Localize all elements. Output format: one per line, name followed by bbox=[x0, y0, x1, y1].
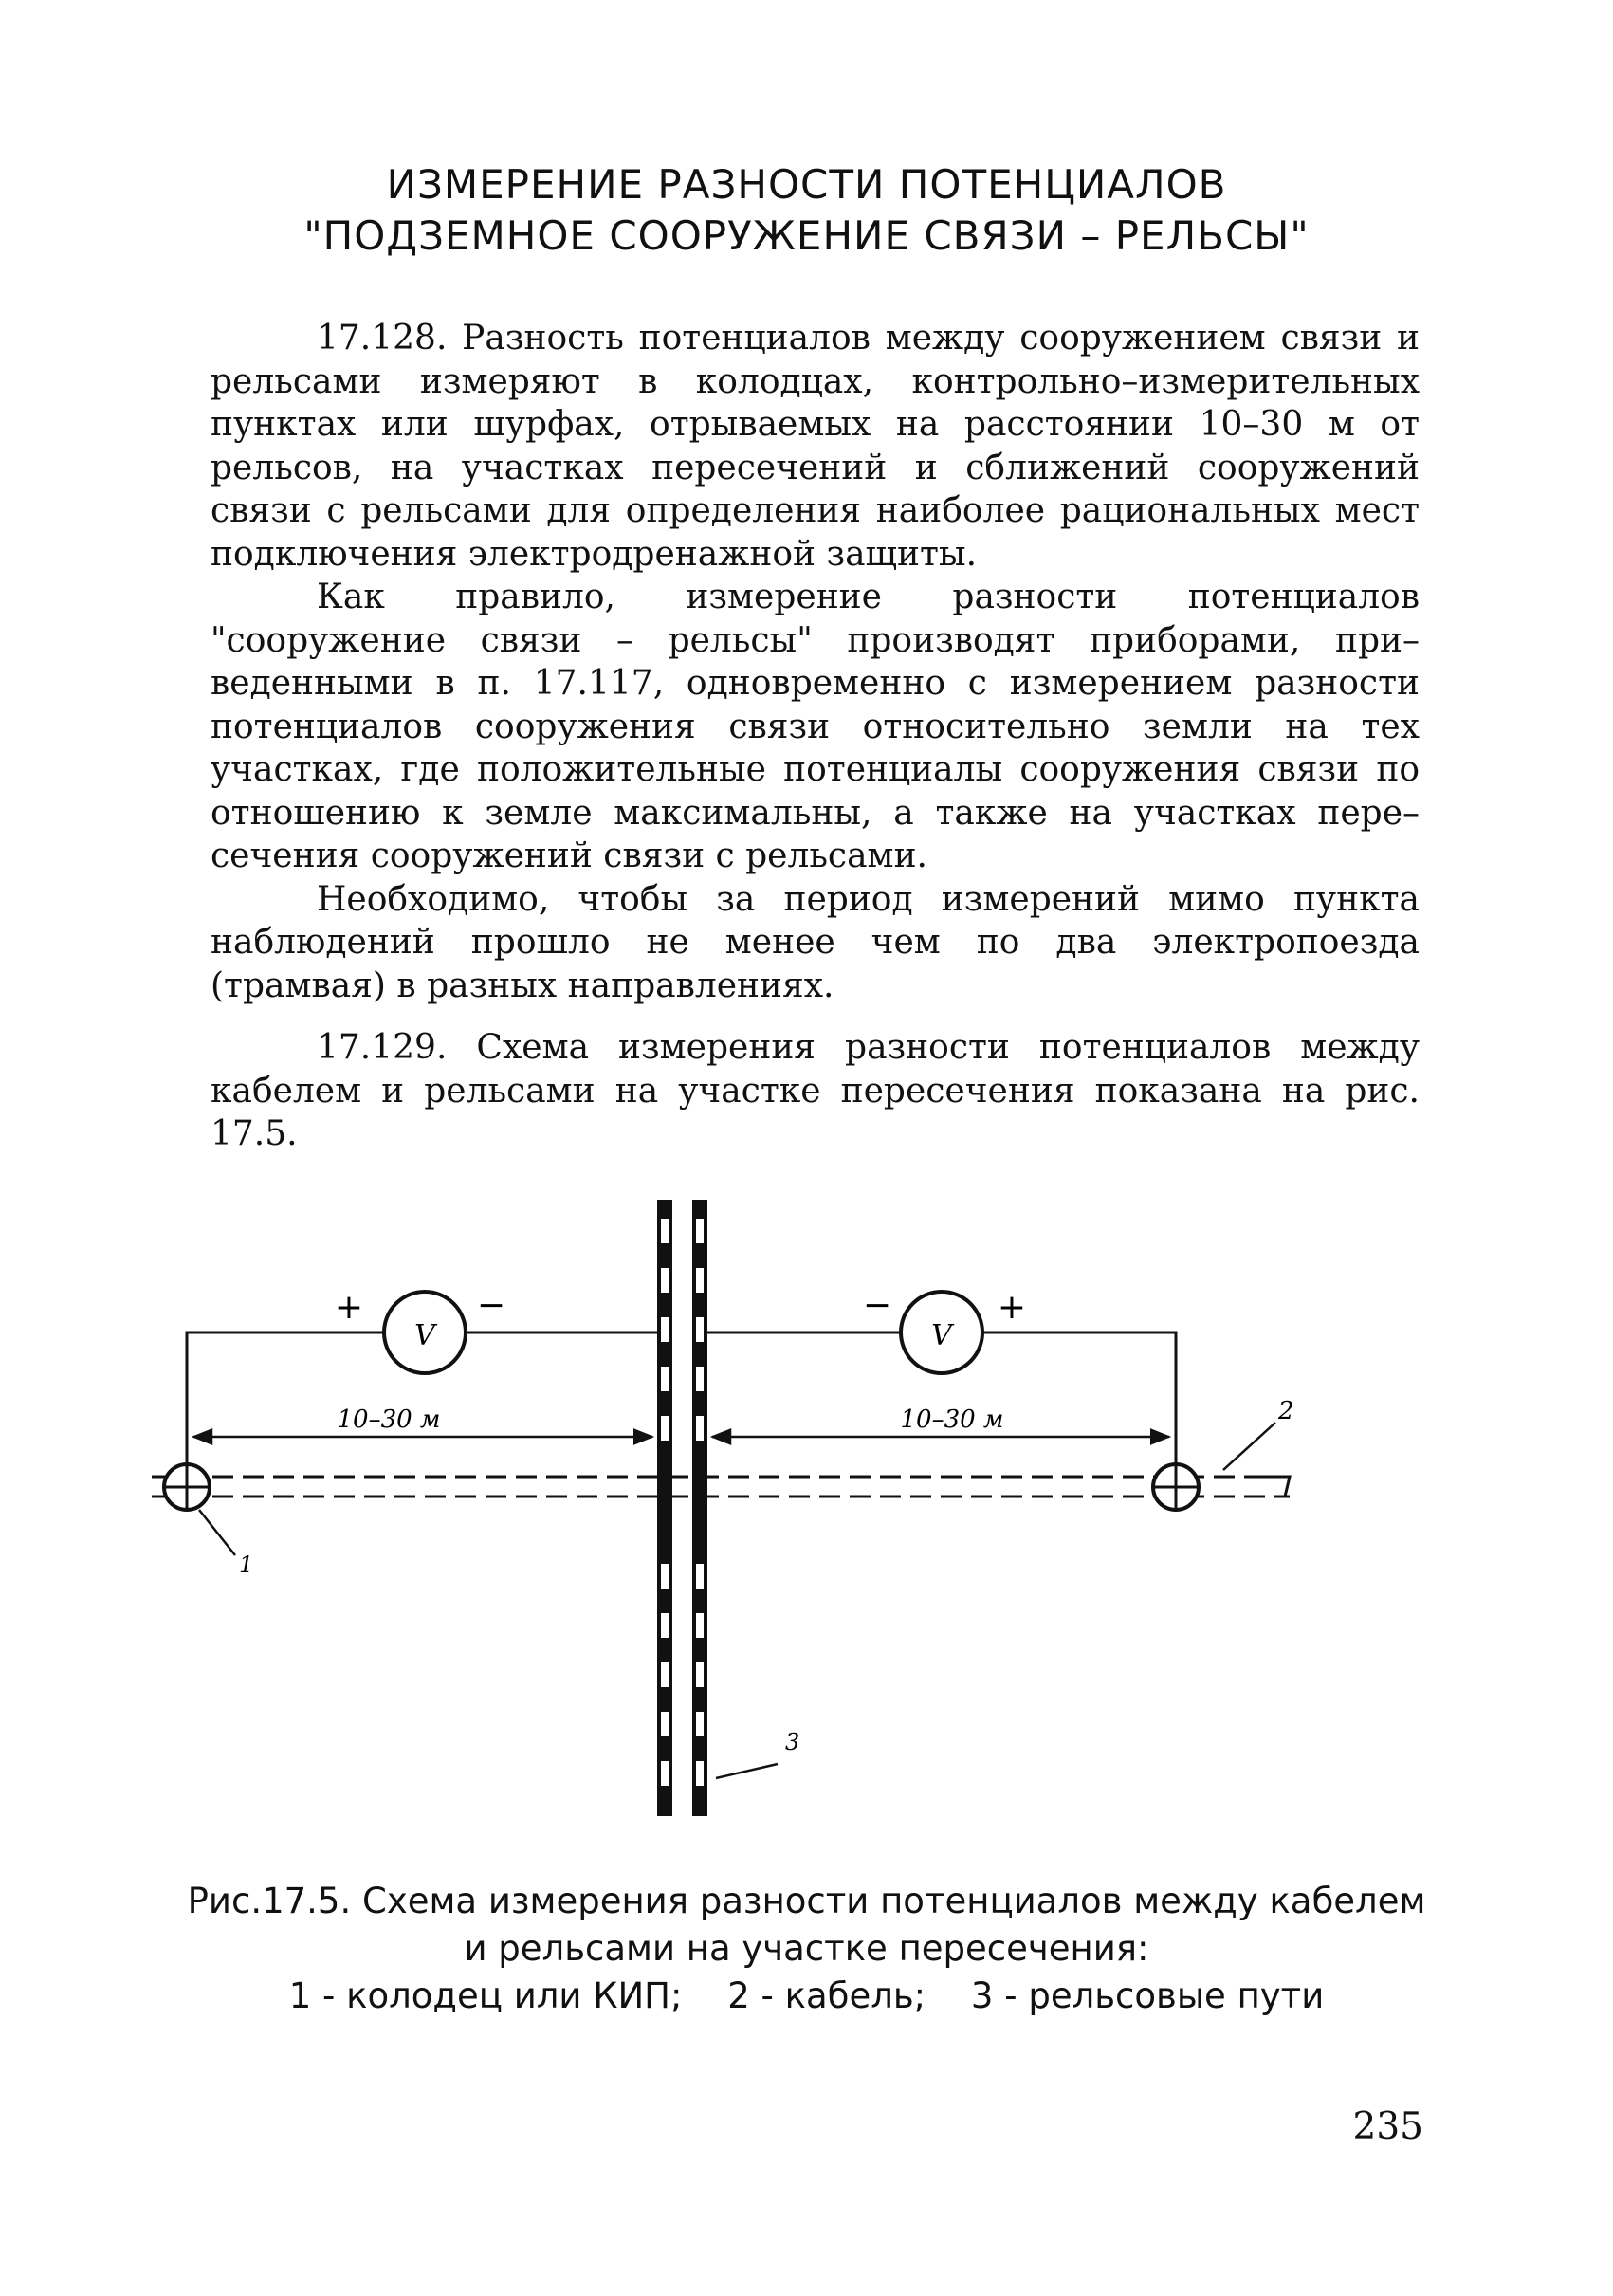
rail-gap bbox=[696, 1219, 704, 1243]
legend-cable: 2 - кабель; bbox=[727, 1975, 926, 2016]
rail-gap bbox=[661, 1219, 669, 1243]
paragraph-trains-requirement: Необходимо, чтобы за период измерений мимо пункта наблюдений прошло не менее чем по два электропоезда (трамвая) в разных направлениях. bbox=[211, 879, 1420, 1005]
legend-rails: 3 - рельсовые пути bbox=[970, 1975, 1325, 2016]
left-minus-sign: − bbox=[476, 1286, 506, 1325]
paragraph-17-129: 17.129. Схема измерения разности потенциалов между кабелем и рельсами на участке пересечения показана на рис. 17.5. bbox=[211, 1028, 1420, 1153]
rail-gap bbox=[696, 1662, 704, 1687]
paragraph-17-128: 17.128. Разность потенциалов между сооружением связи и рельсами измеряют в колодцах, контрольно–измерительных пунктах или шурфах, отрываемых на расстоянии 10–30 м от рельсов, на участках пересечений и сближений сооружений связи с рельсами для определения наиболее рациональных мест подключения электродренажной защиты. bbox=[211, 319, 1420, 574]
measurement-wires bbox=[187, 1332, 1176, 1464]
left-plus-sign: + bbox=[334, 1288, 364, 1327]
caption-line-1: Рис.17.5. Схема измерения разности потенциалов между кабелем bbox=[187, 1881, 1426, 1921]
label-rails: 3 bbox=[785, 1729, 800, 1755]
page-number: 235 bbox=[1352, 2105, 1423, 2148]
rail-gap bbox=[661, 1367, 669, 1391]
rail-gap bbox=[696, 1564, 704, 1589]
voltmeter-right-symbol: V bbox=[931, 1319, 952, 1352]
rail-gap bbox=[696, 1317, 704, 1342]
right-minus-sign: − bbox=[862, 1286, 892, 1325]
rail-gap bbox=[661, 1613, 669, 1638]
right-plus-sign: + bbox=[997, 1288, 1027, 1327]
rail-gap bbox=[696, 1761, 704, 1786]
legend-well: 1 - колодец или КИП; bbox=[288, 1975, 683, 2016]
heading-line-2: "ПОДЗЕМНОЕ СООРУЖЕНИЕ СВЯЗИ – РЕЛЬСЫ" bbox=[303, 212, 1310, 259]
paragraph-measurement-rule: Как правило, измерение разности потенциалов "сооружение связи – рельсы" производят приборами, при–веденными в п. 17.117, одновременно с измерением разности потенциалов сооружения связи относительно земли на тех участках, где положительные потенциалы сооружения связи по отношению к земле максимальны, а также на участках пере–сечения сооружений связи с рельсами. bbox=[211, 578, 1420, 875]
rail-gap bbox=[661, 1564, 669, 1589]
rail-gap bbox=[661, 1268, 669, 1293]
rail-gap bbox=[696, 1268, 704, 1293]
rail-gap bbox=[696, 1416, 704, 1441]
rail-tracks bbox=[657, 1200, 707, 1816]
cable bbox=[152, 1477, 1290, 1497]
rail-gap bbox=[661, 1317, 669, 1342]
voltmeter-left-symbol: V bbox=[414, 1319, 435, 1352]
heading-line-1: ИЗМЕРЕНИЕ РАЗНОСТИ ПОТЕНЦИАЛОВ bbox=[386, 161, 1227, 208]
rail-gap bbox=[696, 1712, 704, 1736]
caption-line-2: и рельсами на участке пересечения: bbox=[464, 1928, 1149, 1969]
rail-gap bbox=[661, 1761, 669, 1786]
rail-gap bbox=[661, 1416, 669, 1441]
rail-gap bbox=[661, 1712, 669, 1736]
figure-caption bbox=[0, 1878, 1613, 2020]
label-cable: 2 bbox=[1278, 1397, 1294, 1425]
caption-legend bbox=[0, 1973, 1613, 2020]
rail-gap bbox=[696, 1613, 704, 1638]
label-well: 1 bbox=[239, 1552, 254, 1578]
cable-end bbox=[1261, 1477, 1290, 1497]
rail-gap bbox=[661, 1662, 669, 1687]
rail-gap bbox=[696, 1367, 704, 1391]
dimension-left-label: 10–30 м bbox=[337, 1405, 441, 1434]
dimension-right-label: 10–30 м bbox=[900, 1405, 1004, 1434]
